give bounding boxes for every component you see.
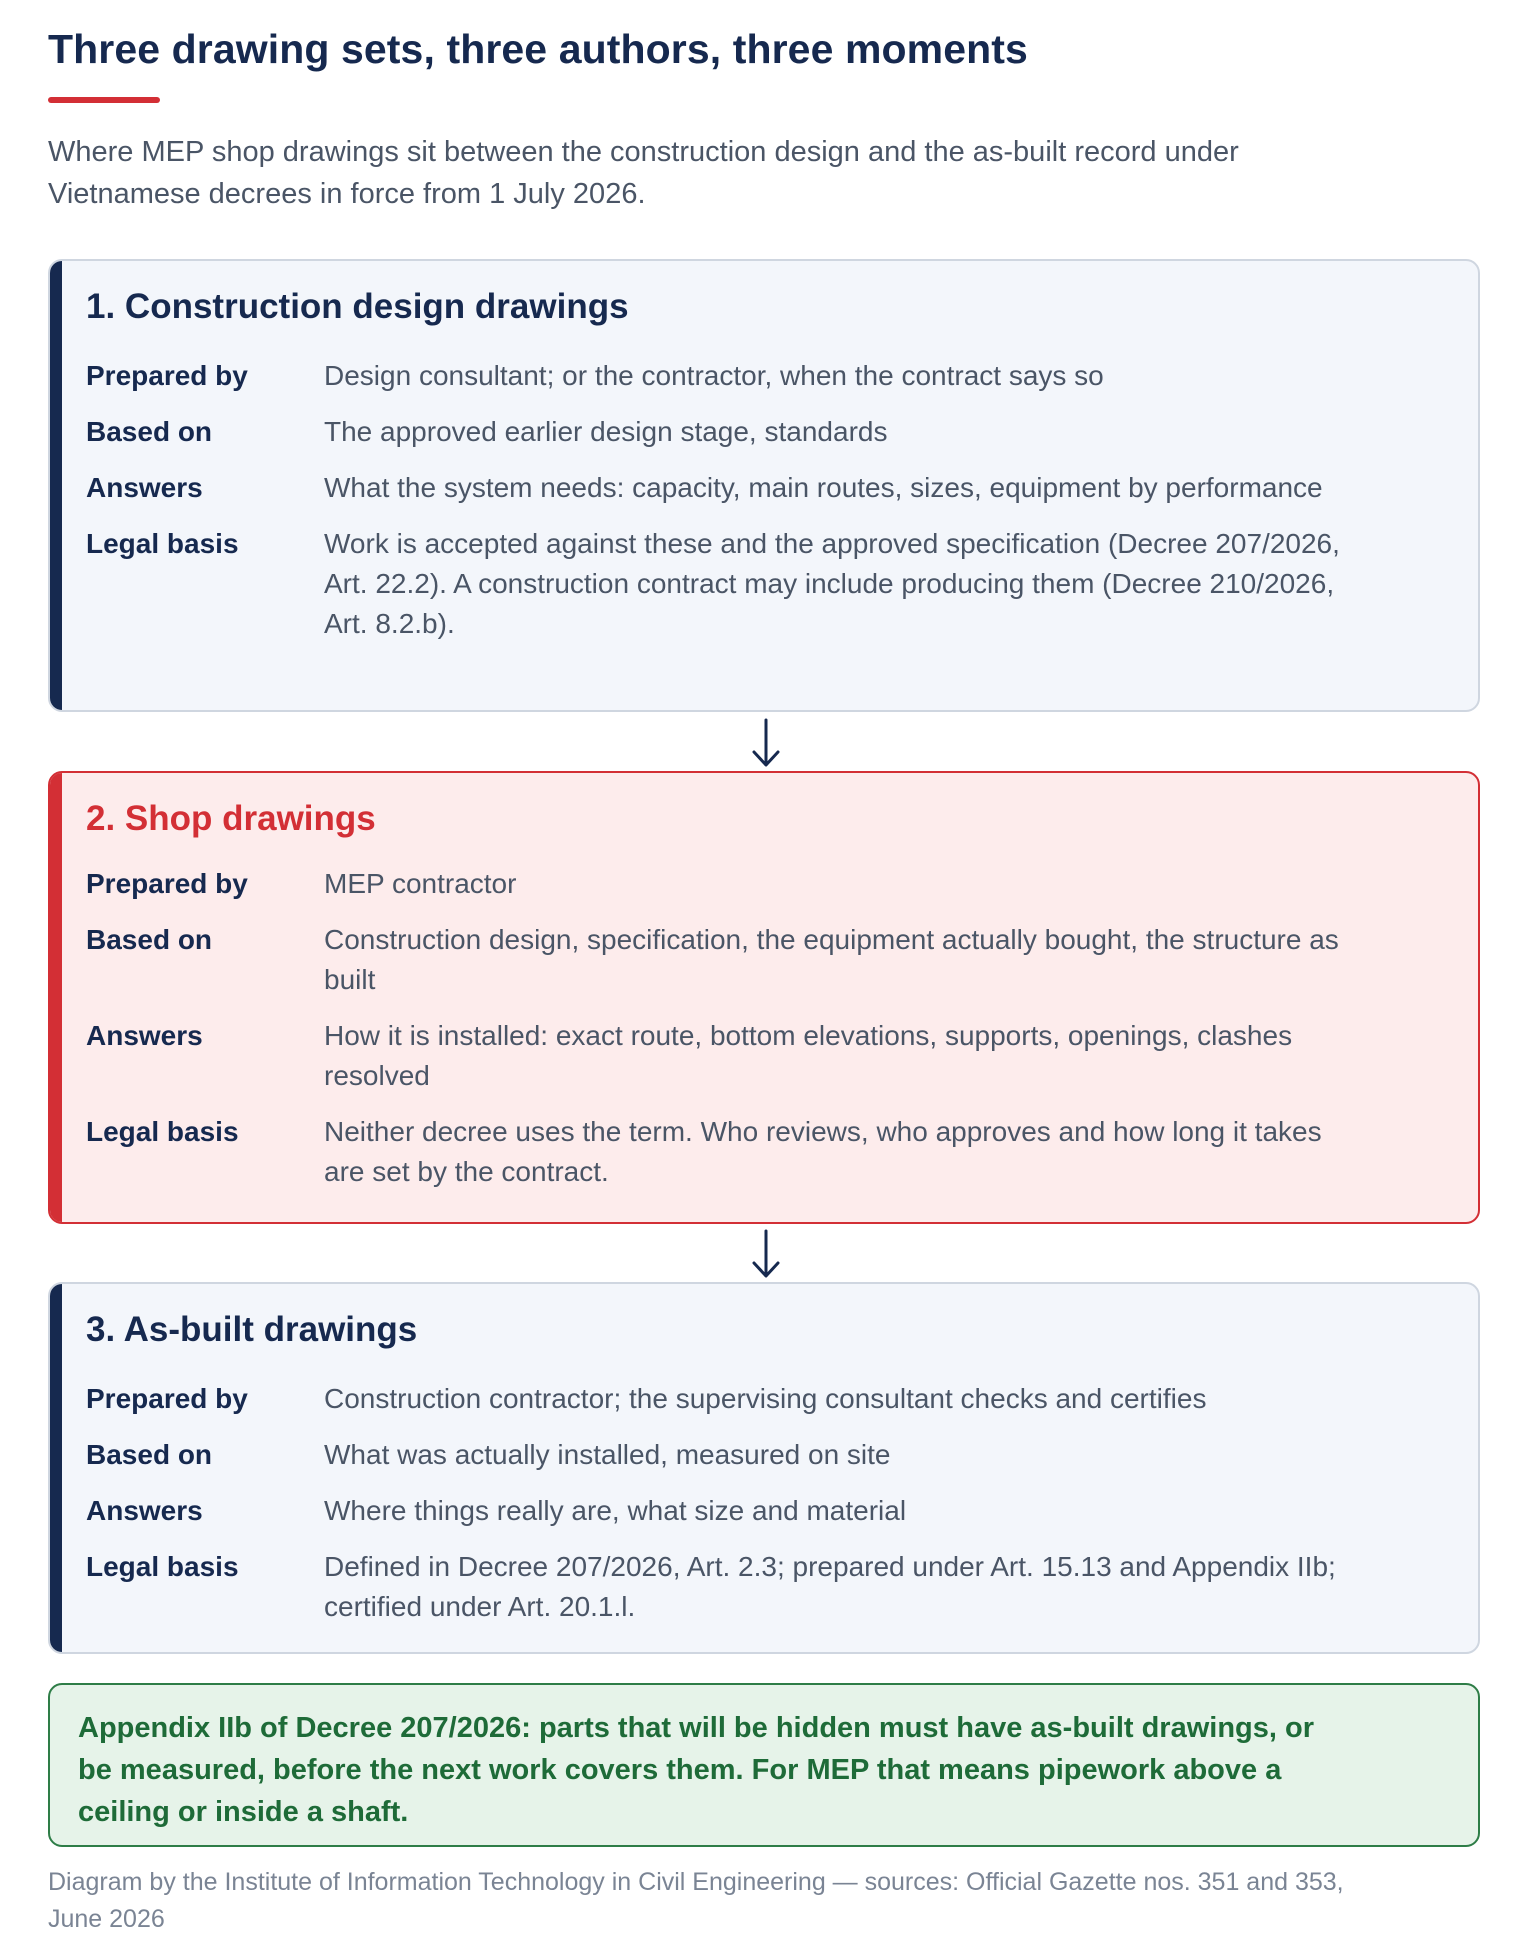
row-legal-basis [86, 1112, 1438, 1192]
row-value: What was actually installed, measured on site [324, 1439, 891, 1470]
card-title: 1. Construction design drawings [86, 287, 629, 326]
page-title: Three drawing sets, three authors, three moments [48, 26, 1028, 72]
row-value: Defined in Decree 207/2026, Art. 2.3; prepared under Art. 15.13 and Appendix IIb; certified under Art. 20.1.l. [324, 1551, 1336, 1622]
row-label: Based on [86, 416, 213, 447]
callout-text: Appendix IIb of Decree 207/2026: parts that will be hidden must have as-built drawings, or be measured, before the next work covers them. For MEP that means pipework above a ceiling or inside a shaft. [78, 1712, 1315, 1828]
card-title: 2. Shop drawings [86, 799, 376, 838]
footer-source: Diagram by the Institute of Information Technology in Civil Engineering — sources: Official Gazette nos. 351 and 353, June 2026 [48, 1868, 1344, 1933]
callout-note [48, 1683, 1480, 1847]
row-prepared-by [86, 356, 1438, 396]
row-legal-basis [86, 1547, 1438, 1627]
row-label: Answers [86, 1495, 203, 1526]
row-value: Where things really are, what size and material [324, 1495, 907, 1526]
row-answers [86, 1016, 1438, 1096]
row-label: Legal basis [86, 528, 239, 559]
row-value: Construction contractor; the supervising consultant checks and certifies [324, 1383, 1207, 1414]
row-value: MEP contractor [324, 868, 517, 899]
card-title: 3. As-built drawings [86, 1310, 418, 1349]
row-label: Legal basis [86, 1551, 239, 1582]
arrow-down-icon [748, 1227, 784, 1281]
page-subtitle: Where MEP shop drawings sit between the construction design and the as-built record under Vietnamese decrees in force from 1 July 2026. [48, 136, 1239, 210]
row-label: Answers [86, 1020, 203, 1051]
card-shop-drawings [48, 771, 1480, 1224]
row-answers [86, 1491, 1438, 1531]
row-value: What the system needs: capacity, main routes, sizes, equipment by performance [324, 472, 1323, 503]
row-based-on [86, 1435, 1438, 1475]
card-construction-design [48, 259, 1480, 712]
row-prepared-by [86, 864, 1438, 904]
row-answers [86, 468, 1438, 508]
row-label: Prepared by [86, 1383, 248, 1414]
row-legal-basis [86, 524, 1438, 644]
card-rows [86, 1379, 1438, 1643]
title-underline [48, 97, 160, 103]
row-value: Construction design, specification, the equipment actually bought, the structure as built [324, 924, 1339, 995]
row-label: Legal basis [86, 1116, 239, 1147]
row-label: Prepared by [86, 868, 248, 899]
arrow-down-icon [748, 716, 784, 770]
row-value: The approved earlier design stage, standards [324, 416, 888, 447]
card-as-built [48, 1282, 1480, 1654]
row-prepared-by [86, 1379, 1438, 1419]
row-label: Based on [86, 924, 213, 955]
row-label: Based on [86, 1439, 213, 1470]
card-rows [86, 864, 1438, 1208]
row-label: Prepared by [86, 360, 248, 391]
card-rows [86, 356, 1438, 660]
row-value: Work is accepted against these and the approved specification (Decree 207/2026, Art. 22.2). A construction contract may include producing them (Decree 210/2026, Art. 8.2.b). [324, 528, 1340, 639]
row-value: Neither decree uses the term. Who reviews, who approves and how long it takes are set by the contract. [324, 1116, 1322, 1187]
row-label: Answers [86, 472, 203, 503]
row-based-on [86, 412, 1438, 452]
row-based-on [86, 920, 1438, 1000]
row-value: How it is installed: exact route, bottom elevations, supports, openings, clashes resolved [324, 1020, 1293, 1091]
row-value: Design consultant; or the contractor, when the contract says so [324, 360, 1104, 391]
